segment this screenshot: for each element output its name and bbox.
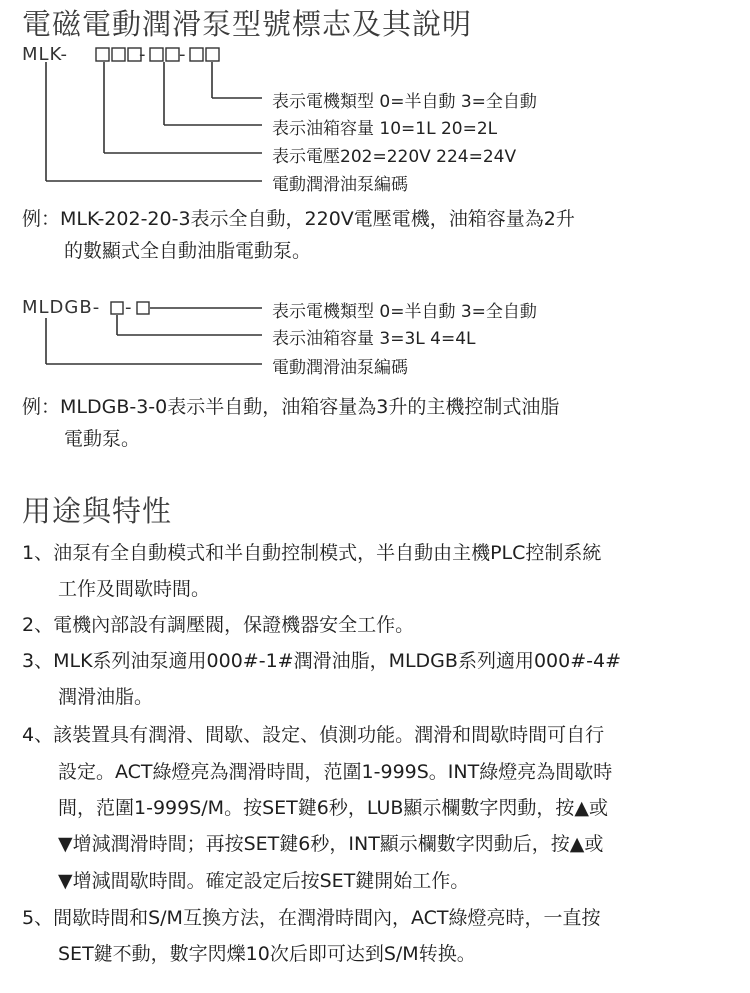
feature-line: 4、該裝置具有潤滑、間歇、設定、偵測功能。潤滑和間歇時間可自行 — [22, 724, 605, 746]
mlk-code-box — [166, 48, 179, 61]
mldgb-code-box — [137, 302, 149, 314]
mlk-example-line1: 例：MLK-202-20-3表示全自動，220V電壓電機，油箱容量為2升 — [22, 208, 575, 230]
feature-line: 2、電機內部設有調壓閥，保證機器安全工作。 — [22, 614, 415, 636]
mlk-code-box — [150, 48, 163, 61]
mlk-code-box — [190, 48, 203, 61]
mldgb-legend-code: 電動潤滑油泵編碼 — [272, 358, 408, 378]
mldgb-code-box — [111, 302, 123, 314]
mldgb-legend-tank-capacity: 表示油箱容量 3=3L 4=4L — [272, 329, 476, 349]
feature-line: 5、間歇時間和S/M互換方法，在潤滑時間內，ACT綠燈亮時，一直按 — [22, 907, 601, 929]
features-heading: 用途與特性 — [22, 494, 173, 528]
mlk-legend-code: 電動潤滑油泵編碼 — [272, 175, 408, 195]
mlk-example-line2: 的數顯式全自動油脂電動泵。 — [64, 240, 312, 262]
feature-line: ▼增減潤滑時間；再按SET鍵6秒，INT顯示欄數字閃動后，按▲或 — [58, 833, 604, 855]
feature-line: 3、MLK系列油泵適用000#-1#潤滑油脂，MLDGB系列適用000#-4# — [22, 650, 621, 672]
mldgb-legend-motor-type: 表示電機類型 0=半自動 3=全自動 — [272, 302, 537, 322]
mlk-legend-motor-type: 表示電機類型 0=半自動 3=全自動 — [272, 92, 537, 112]
mldgb-example-line2: 電動泵。 — [64, 428, 141, 450]
mldgb-model-prefix: MLDGB- — [22, 297, 101, 318]
mldgb-separator: - — [125, 297, 133, 318]
mlk-model-prefix: MLK- — [22, 44, 68, 65]
mlk-code-box — [112, 48, 125, 61]
mldgb-example-line1: 例：MLDGB-3-0表示半自動，油箱容量為3升的主機控制式油脂 — [22, 396, 560, 418]
mlk-legend-voltage: 表示電壓202=220V 224=24V — [272, 147, 517, 167]
mlk-legend-tank-capacity: 表示油箱容量 10=1L 20=2L — [272, 119, 498, 139]
feature-line: ▼增減間歇時間。確定設定后按SET鍵開始工作。 — [58, 870, 470, 892]
feature-line: 1、油泵有全自動模式和半自動控制模式，半自動由主機PLC控制系統 — [22, 542, 602, 564]
feature-line: 設定。ACT綠燈亮為潤滑時間，范圍1-999S。INT綠燈亮為間歇時 — [58, 761, 613, 783]
feature-line: 工作及間歇時間。 — [58, 578, 211, 600]
feature-line: 間，范圍1-999S/M。按SET鍵6秒，LUB顯示欄數字閃動，按▲或 — [58, 797, 609, 819]
feature-line: 潤滑油脂。 — [58, 686, 154, 708]
mlk-code-box — [206, 48, 219, 61]
mlk-code-box — [96, 48, 109, 61]
mlk-separator: - — [179, 44, 187, 65]
mlk-separator: - — [139, 44, 147, 65]
feature-line: SET鍵不動，數字閃爍10次后即可达到S/M转换。 — [58, 943, 476, 965]
page-title: 電磁電動潤滑泵型號標志及其說明 — [22, 7, 473, 41]
